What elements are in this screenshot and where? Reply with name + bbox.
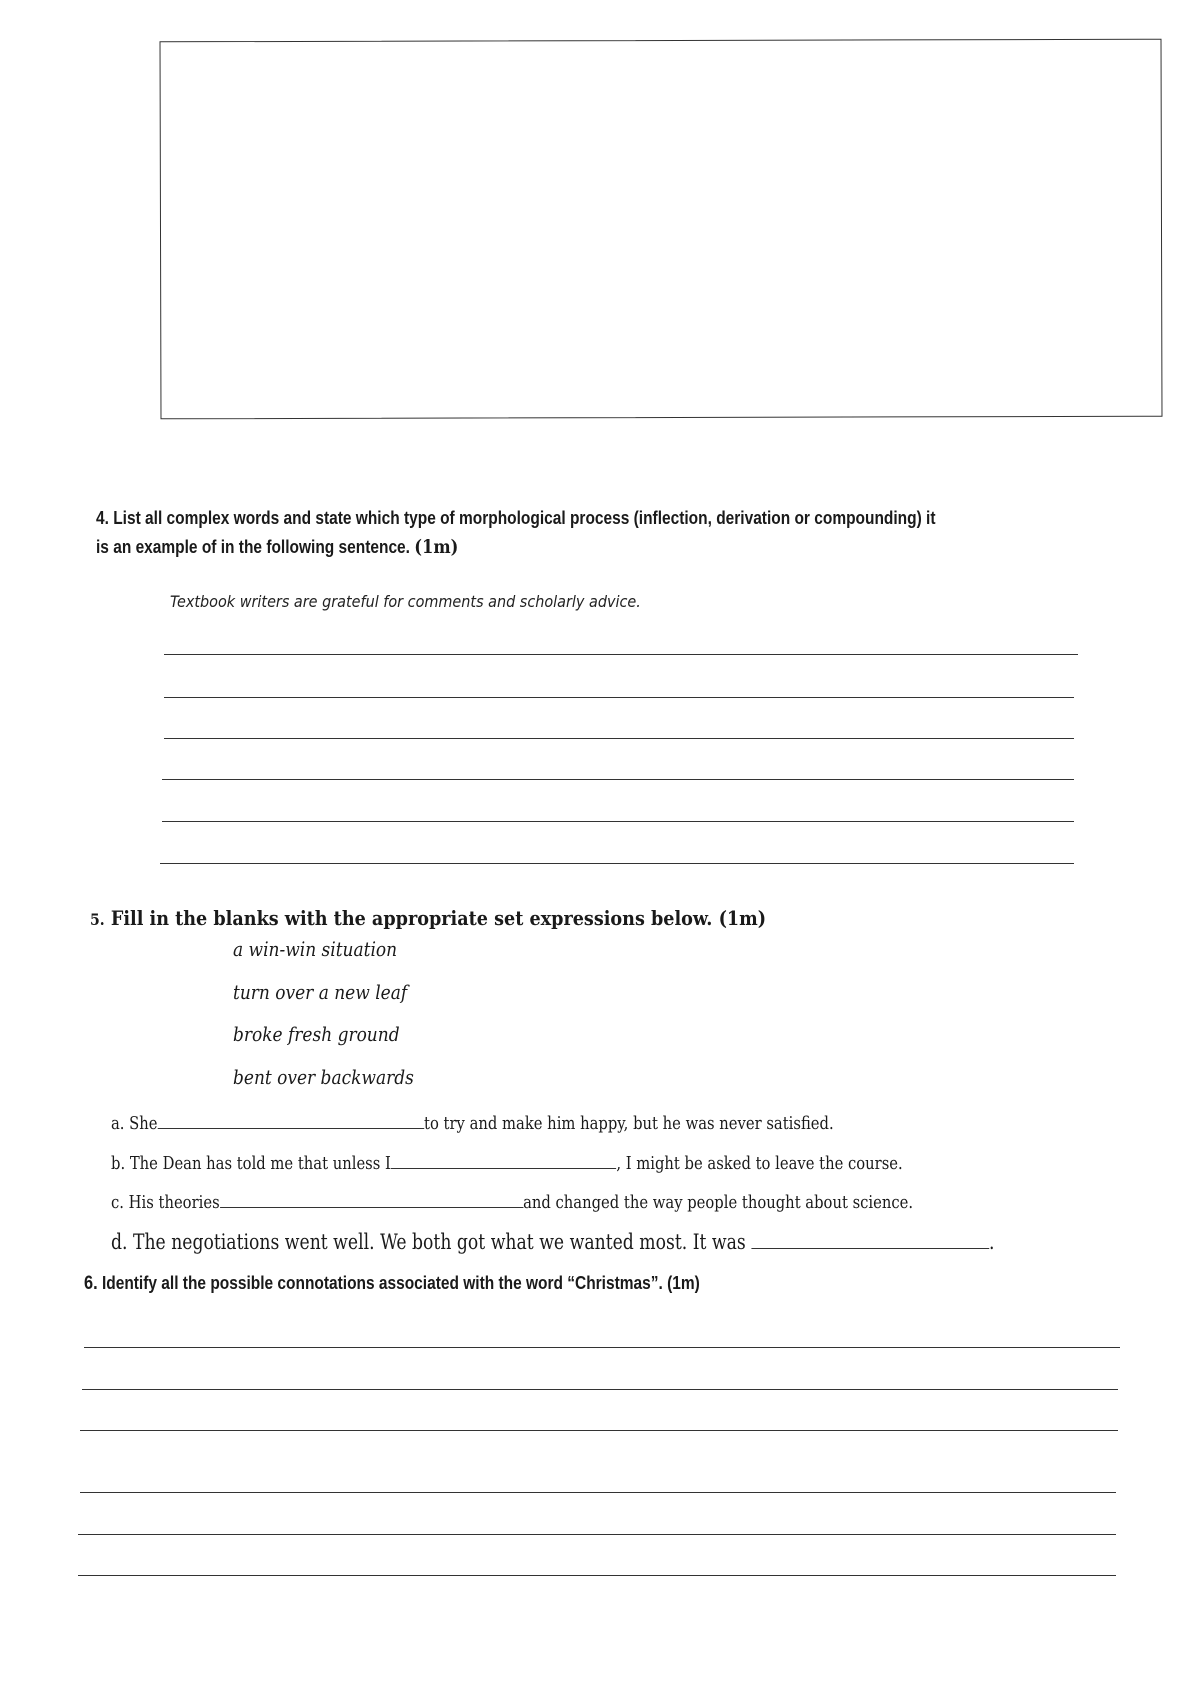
q4-text-line2: is an example of in the following sentence. — [96, 537, 410, 557]
q6-answer-line-4[interactable] — [80, 1492, 1116, 1493]
q4-answer-line-4[interactable] — [162, 779, 1074, 780]
q5-item-d — [111, 1227, 995, 1254]
q5-item-d-post: . — [989, 1230, 995, 1254]
q6-answer-line-1[interactable] — [84, 1347, 1120, 1348]
q4-answer-line-5[interactable] — [162, 821, 1074, 822]
previous-answer-box[interactable] — [160, 39, 1163, 420]
q5-expression-1: a win-win situation — [233, 937, 398, 961]
q6-answer-line-3[interactable] — [80, 1430, 1118, 1431]
q4-answer-line-3[interactable] — [164, 738, 1074, 739]
q5-prompt — [90, 906, 766, 930]
q5-item-c — [111, 1189, 913, 1213]
q5-expression-2: turn over a new leaf — [233, 980, 408, 1004]
q6-prompt — [84, 1273, 700, 1295]
q6-text: Identify all the possible connotations associated with the word “Christmas”. — [101, 1273, 663, 1293]
q5-item-c-blank[interactable] — [220, 1189, 523, 1208]
q4-answer-line-6[interactable] — [160, 863, 1074, 864]
q5-expression-4: bent over backwards — [233, 1065, 414, 1089]
q4-answer-line-1[interactable] — [164, 654, 1078, 655]
q5-item-a-post: to try and make him happy, but he was never satisfied. — [424, 1113, 834, 1134]
q4-marks: (1m) — [414, 536, 459, 558]
q4-number: 4. — [96, 508, 109, 528]
q5-item-b-pre: b. The Dean has told me that unless I — [111, 1153, 391, 1174]
q6-answer-line-2[interactable] — [82, 1389, 1118, 1390]
q5-text: Fill in the blanks with the appropriate set expressions below. — [110, 906, 713, 930]
q5-item-b — [111, 1150, 903, 1174]
q4-sentence: Textbook writers are grateful for comments and scholarly advice. — [170, 592, 641, 611]
q5-item-a — [111, 1110, 834, 1134]
q6-answer-line-5[interactable] — [78, 1534, 1116, 1535]
q4-prompt-line2 — [96, 536, 458, 558]
q5-item-d-blank[interactable] — [751, 1227, 989, 1249]
q5-number: 5. — [90, 910, 105, 929]
q4-prompt-line1 — [96, 508, 935, 529]
q5-item-c-post: and changed the way people thought about science. — [523, 1192, 914, 1213]
q5-item-a-blank[interactable] — [158, 1110, 425, 1129]
q5-item-b-post: , I might be asked to leave the course. — [616, 1153, 903, 1174]
q5-item-c-pre: c. His theories — [111, 1192, 220, 1213]
q6-marks: (1m) — [667, 1273, 700, 1293]
q4-text-line1: List all complex words and state which type of morphological process (inflection, derivation or compounding) it — [113, 508, 936, 528]
q5-item-b-blank[interactable] — [391, 1150, 616, 1169]
q6-answer-line-6[interactable] — [78, 1575, 1116, 1576]
q5-expression-3: broke fresh ground — [233, 1022, 400, 1046]
q6-number: 6. — [84, 1273, 98, 1294]
q5-item-a-pre: a. She — [111, 1113, 158, 1134]
q5-marks: (1m) — [718, 906, 767, 930]
q5-item-d-pre: d. The negotiations went well. We both got what we wanted most. It was — [111, 1230, 746, 1254]
q4-answer-line-2[interactable] — [164, 697, 1074, 698]
